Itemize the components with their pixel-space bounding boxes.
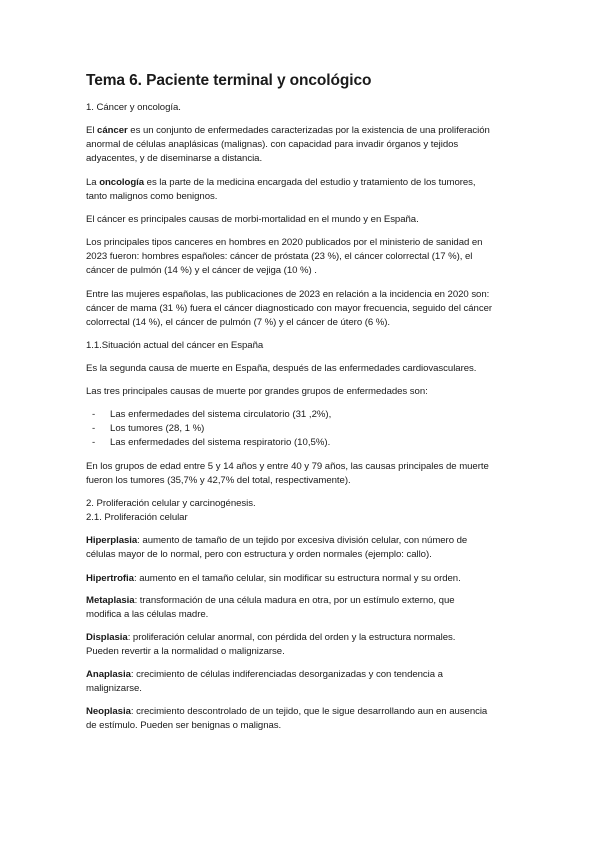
definition-hiperplasia-line-2: células mayor de lo normal, pero con estructura y orden normales (ejemplo: callo). — [86, 549, 432, 560]
definition-anaplasia-line-2: malignizarse. — [86, 683, 142, 694]
section-heading-1-1: 1.1.Situación actual del cáncer en España — [86, 340, 264, 351]
paragraph-morbi: El cáncer es principales causas de morbi-mortalidad en el mundo y en España. — [86, 214, 419, 225]
paragraph-mujeres-line-3: colorrectal (14 %), el cáncer de pulmón (7 %) y el cáncer de útero (6 %). — [86, 317, 391, 328]
bullet-dash: - — [92, 423, 96, 434]
page-title: Tema 6. Paciente terminal y oncológico — [86, 72, 372, 89]
paragraph-cancer-line-1: El cáncer es un conjunto de enfermedades caracterizadas por la existencia de una proliferación — [86, 125, 490, 136]
definition-metaplasia-line-1: Metaplasia: transformación de una célula madura en otra, por un estímulo externo, que — [86, 595, 455, 606]
definition-displasia-line-1: Displasia: proliferación celular anormal, con pérdida del orden y la estructura normales. — [86, 632, 456, 643]
bullet-dash: - — [92, 409, 96, 420]
paragraph-oncologia-line-1: La oncología es la parte de la medicina encargada del estudio y tratamiento de los tumores, — [86, 177, 476, 188]
definition-hiperplasia-line-1: Hiperplasia: aumento de tamaño de un tejido por excesiva división celular, con número de — [86, 535, 468, 546]
bullet-item: Los tumores (28, 1 %) — [110, 423, 205, 434]
bullet-item: Las enfermedades del sistema circulatorio (31 ,2%), — [110, 409, 332, 420]
bullet-dash: - — [92, 437, 96, 448]
paragraph-tres-causas: Las tres principales causas de muerte por grandes grupos de enfermedades son: — [86, 386, 428, 397]
paragraph-hombres-line-3: cáncer de pulmón (14 %) y el cáncer de vejiga (10 %) . — [86, 265, 317, 276]
definition-anaplasia-line-1: Anaplasia: crecimiento de células indiferenciadas desorganizadas y con tendencia a — [86, 669, 443, 680]
paragraph-hombres-line-1: Los principales tipos canceres en hombres en 2020 publicados por el ministerio de sanidad en — [86, 237, 483, 248]
definition-displasia-line-2: Pueden revertir a la normalidad o malignizarse. — [86, 646, 285, 657]
bullet-item: Las enfermedades del sistema respiratorio (10,5%). — [110, 437, 331, 448]
paragraph-hombres-line-2: 2023 fueron: hombres españoles: cáncer de próstata (23 %), el cáncer colorrectal (17 %), el — [86, 251, 473, 262]
paragraph-mujeres-line-2: cáncer de mama (31 %) fuera el cáncer diagnosticado con mayor frecuencia, seguido del cáncer — [86, 303, 493, 314]
definition-neoplasia-line-2: de estímulo. Pueden ser benignas o malignas. — [86, 720, 282, 731]
paragraph-oncologia-line-2: tanto malignos como benignos. — [86, 191, 218, 202]
paragraph-cancer-line-3: adyacentes, y de diseminarse a distancia. — [86, 153, 263, 164]
section-heading-2: 2. Proliferación celular y carcinogénesis. — [86, 498, 256, 509]
definition-neoplasia-line-1: Neoplasia: crecimiento descontrolado de un tejido, que le sigue desarrollando aun en ausencia — [86, 706, 488, 717]
paragraph-segunda-causa: Es la segunda causa de muerte en España, después de las enfermedades cardiovasculares. — [86, 363, 477, 374]
definition-hipertrofia: Hipertrofia: aumento en el tamaño celular, sin modificar su estructura normal y su orden. — [86, 573, 461, 584]
section-heading-1: 1. Cáncer y oncología. — [86, 102, 181, 113]
paragraph-grupos-edad-line-1: En los grupos de edad entre 5 y 14 años y entre 40 y 79 años, las causas principales de muerte — [86, 461, 489, 472]
paragraph-mujeres-line-1: Entre las mujeres españolas, las publicaciones de 2023 en relación a la incidencia en 2020 son: — [86, 289, 490, 300]
definition-metaplasia-line-2: modifica a las células madre. — [86, 609, 209, 620]
paragraph-grupos-edad-line-2: fueron los tumores (35,7% y 42,7% del total, respectivamente). — [86, 475, 351, 486]
paragraph-cancer-line-2: anormal de células anaplásicas (malignas). con capacidad para invadir órganos y tejidos — [86, 139, 459, 150]
section-heading-2-1: 2.1. Proliferación celular — [86, 512, 188, 523]
